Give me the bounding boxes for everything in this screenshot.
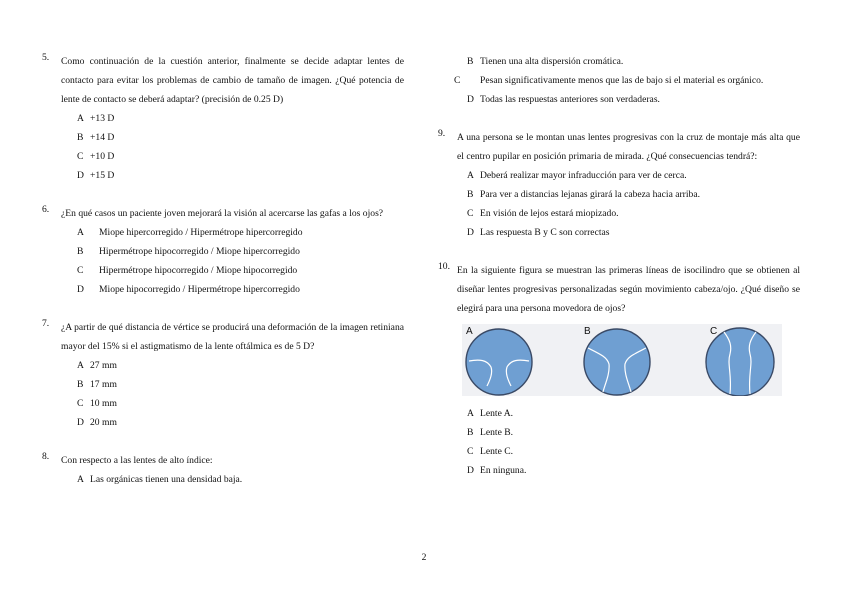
options-list (77, 109, 404, 185)
question-10 (438, 261, 800, 480)
question-number: 8. (42, 451, 50, 462)
lens-b (584, 329, 650, 395)
option-d[interactable]: D Las respuesta B y C son correctas (467, 227, 610, 238)
option-c[interactable]: C Lente C. (467, 446, 514, 457)
lens-a (466, 329, 532, 395)
question-text: A una persona se le montan unas lentes progresivas con la cruz de montaje más alta que el centro pupilar en posición primaria de mirada. ¿Qué consecuencias tendrá?: (457, 132, 800, 162)
question-number: 9. (438, 128, 446, 139)
option-a[interactable]: A Las orgánicas tienen una densidad baja. (77, 474, 243, 485)
question-number: 5. (42, 52, 50, 63)
left-column (42, 52, 404, 489)
question-8 (42, 451, 404, 489)
question-5 (42, 52, 404, 185)
question-text: Con respecto a las lentes de alto índice: (61, 455, 213, 466)
question-number: 7. (42, 318, 50, 329)
question-7 (42, 318, 404, 432)
option-b[interactable]: B +14 D (77, 132, 115, 143)
question-number: 10. (438, 261, 450, 272)
option-a[interactable]: A Deberá realizar mayor infraducción para ver de cerca. (467, 170, 687, 181)
option-d[interactable]: D 20 mm (77, 417, 117, 428)
option-a[interactable]: A +13 D (77, 113, 115, 124)
option-b[interactable]: B 17 mm (77, 379, 117, 390)
question-6 (42, 204, 404, 299)
option-b[interactable]: B Lente B. (467, 427, 514, 438)
options-list (77, 223, 404, 299)
figure-label-c: C (710, 326, 718, 337)
question-text: ¿A partir de qué distancia de vértice se producirá una deformación de la imagen retiniana mayor del 15% si el astigmatismo de la lente oftálmica es de 5 D? (61, 322, 404, 352)
question-number: 6. (42, 204, 50, 215)
isocylinder-figure (462, 324, 782, 396)
lens-c (706, 328, 774, 396)
option-c[interactable]: C Pesan significativamente menos que las de bajo si el material es orgánico. (454, 75, 764, 86)
lens-diagrams (462, 324, 782, 396)
option-a[interactable]: A Lente A. (467, 408, 514, 419)
figure-label-b: B (584, 326, 591, 337)
page-number: 2 (421, 552, 427, 563)
option-c[interactable]: C En visión de lejos estará miopizado. (467, 208, 619, 219)
option-b[interactable]: B Para ver a distancias lejanas girará la cabeza hacia arriba. (467, 189, 700, 200)
options-list (467, 166, 800, 242)
option-d[interactable]: D +15 D (77, 170, 115, 181)
option-d[interactable]: D Miope hipocorregido / Hipermétrope hipercorregido (77, 284, 300, 295)
option-c[interactable]: C Hipermétrope hipocorregido / Miope hipocorregido (77, 265, 298, 276)
option-d[interactable]: D Todas las respuestas anteriores son verdaderas. (467, 94, 660, 105)
right-column (438, 52, 800, 480)
option-b[interactable]: B Tienen una alta dispersión cromática. (467, 56, 624, 67)
option-d[interactable]: D En ninguna. (467, 465, 527, 476)
question-9 (438, 128, 800, 242)
question-8-continued-options (454, 52, 800, 109)
options-list (77, 356, 404, 432)
question-text: En la siguiente figura se muestran las primeras líneas de isocilindro que se obtienen al diseñar lentes progresivas personalizadas según movimiento cabeza/ojo. ¿Qué diseño se elegirá para una persona movedora de ojos? (457, 265, 800, 314)
options-list (77, 470, 404, 489)
figure-label-a: A (466, 326, 473, 337)
question-text: Como continuación de la cuestión anterior, finalmente se decide adaptar lentes de contacto para evitar los problemas de cambio de tamaño de imagen. ¿Qué potencia de lente de contacto se deberá adaptar? (precisión de 0.25 D) (61, 56, 404, 105)
option-a[interactable]: A 27 mm (77, 360, 117, 371)
option-a[interactable]: A Miope hipercorregido / Hipermétrope hipercorregido (77, 227, 303, 238)
options-list (467, 404, 800, 480)
question-text: ¿En qué casos un paciente joven mejorará la visión al acercarse las gafas a los ojos? (61, 208, 384, 219)
option-c[interactable]: C +10 D (77, 151, 115, 162)
option-b[interactable]: B Hipermétrope hipocorregido / Miope hipercorregido (77, 246, 300, 257)
option-c[interactable]: C 10 mm (77, 398, 117, 409)
